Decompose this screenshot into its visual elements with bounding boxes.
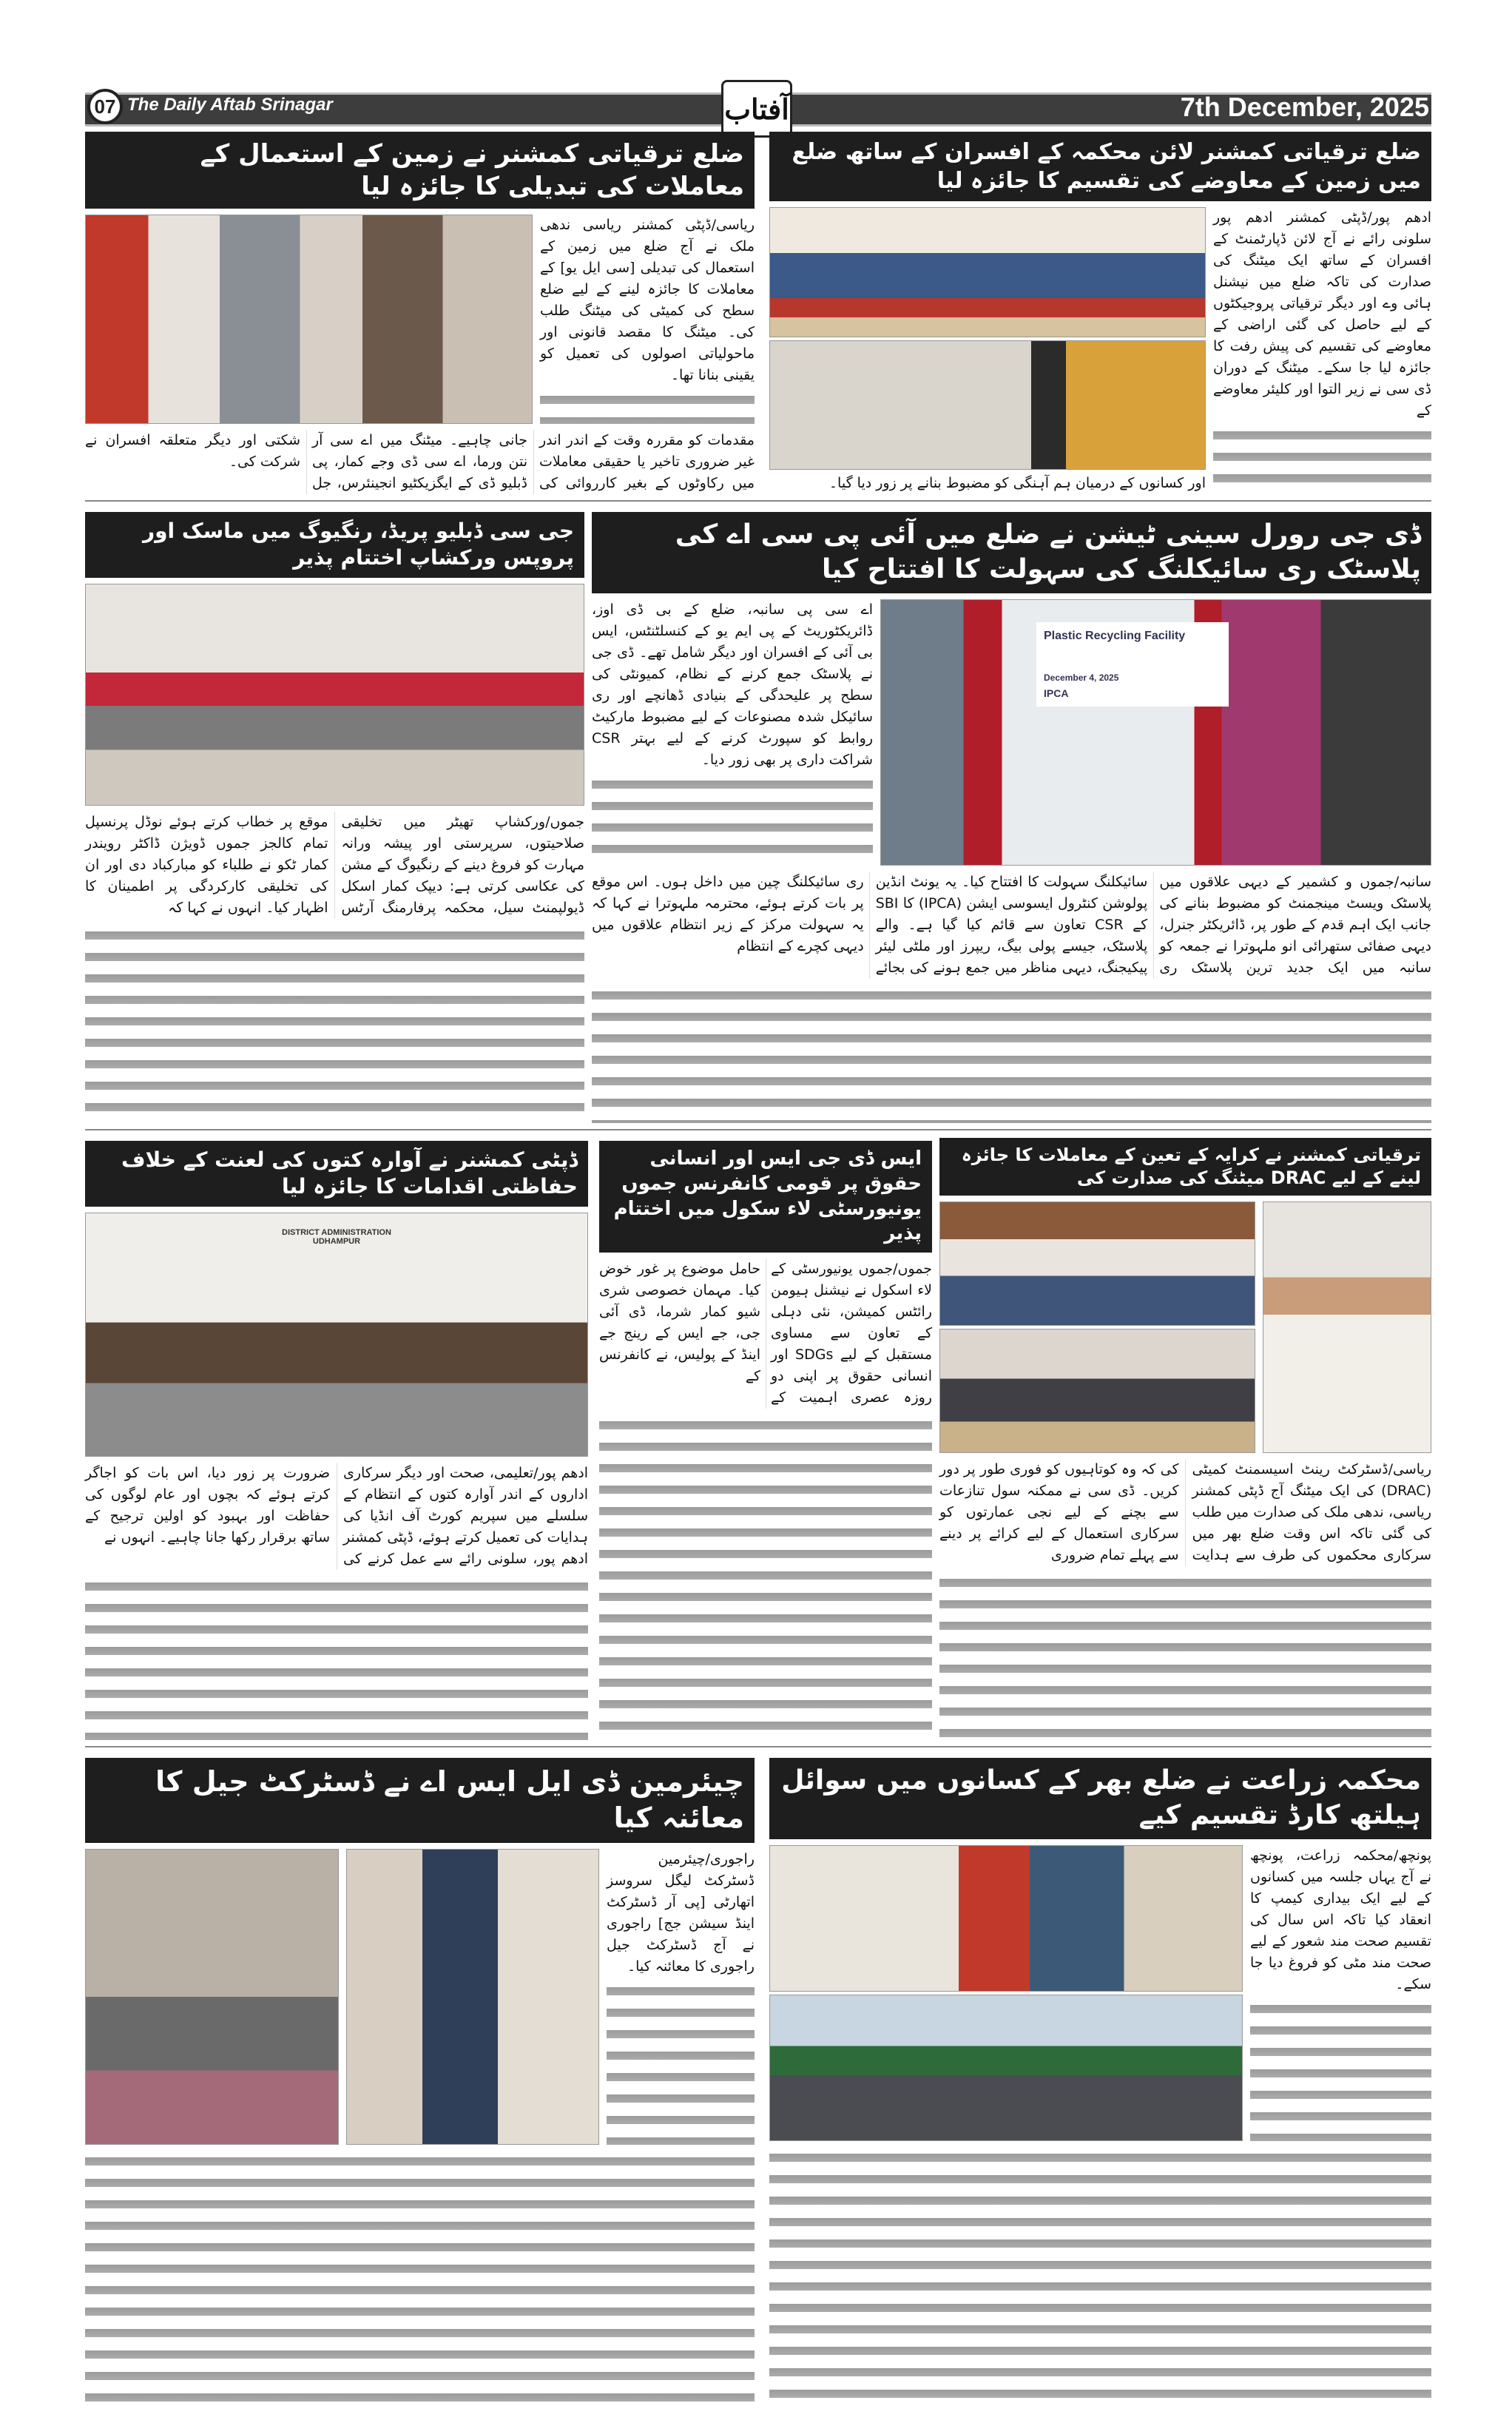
article-lead: ریاسی/ڈسٹرکٹ رینٹ اسیسمنٹ کمیٹی (DRAC) کی ایک میٹنگ آج ڈپٹی کمشنر ریاسی، ندھی ملک کی صدارت میں طلب کی گئی تاکہ اس وقت ضلع بھر میں سرکاری محکموں کی طرف سے — [1192, 1461, 1431, 1564]
article-tail: عصری اہمیت کے حامل موضوع پر غور خوض کیا۔ مہمان خصوصی شری شیو کمار شرما، ڈی آئی جی، جے ایس کے رینج جے اینڈ کے پولیس، نے کانفرنس کے — [599, 1261, 891, 1406]
article-tail: ہدایت کی کہ وہ کوتاہیوں کو فوری طور پر دور کریں۔ ڈی سی نے ممکنہ سول تنازعات سے بچنے کے لیے نجی عمارتوں کو سرکاری استعمال کے لیے کرائے پر دینے سے پہلے تمام ضروری — [939, 1461, 1229, 1564]
headline-sdg-conference: ایس ڈی جی ایس اور انسانی حقوق پر قومی کانفرنس جموں یونیورسٹی لاء سکول میں اختتام پذیر — [599, 1141, 932, 1253]
photo-soil-card-distribution-1 — [769, 1845, 1243, 1992]
headline-jail-inspection: چیئرمین ڈی ایل ایس اے نے ڈسٹرکٹ جیل کا معائنہ کیا — [85, 1758, 755, 1843]
text-filler — [599, 1415, 932, 1740]
article-plastic-recycling — [592, 512, 1431, 1123]
article-body-continued: سانبہ/جموں و کشمیر کے دیہی علاقوں میں پلاسٹک ویسٹ مینجمنٹ کو مضبوط بنانے کی جانب ایک اہم قدم کے طور پر، ڈائریکٹر جنرل، دیہی صفائی ستھرائی انو ملہوترا نے جمعہ کو سانبہ میں ایک جدید ترین پلاسٹک ری سائیکلنگ سہولت کا افتتاح کیا۔ یہ یونٹ انڈین پولوشن کنٹرول ایسوسی ایشن (IPCA) کا SBI کے CSR تعاون سے قائم کیا گیا ہے۔ والے پلاسٹک، جیسے پولی بیگ، ریپرز اور ملٹی لیئر پیکیجنگ، دیہی مناظر میں جمع ہونے کی بجائے ری سائیکلنگ چین میں داخل ہوں۔ اس موقع پر بات کرتے ہوئے، محترمہ ملہوترا نے کہا کہ یہ سہولت مرکز کے زیر انتظام علاقوں میں دیہی کچرے کے انتظام — [592, 873, 1431, 976]
headline-compensation: ضلع ترقیاتی کمشنر لائن محکمہ کے افسران کے ساتھ ضلع میں زمین کے معاوضے کی تقسیم کا جائزہ لیا — [769, 132, 1431, 201]
photo-dc-portrait — [1263, 1201, 1431, 1453]
ipca-logo: IPCA — [1044, 687, 1069, 699]
article-body — [599, 1258, 932, 1409]
article-lead: جموں/جموں یونیورسٹی کے لاء اسکول نے نیشنل ہیومن رائٹس کمیشن، نئی دہلی کے تعاون سے مساوی مستقبل کے لیے SDGs اور انسانی حقوق پر اپنی دو روزہ — [771, 1261, 933, 1406]
photo-drac-1 — [939, 1201, 1255, 1326]
article-mask-workshop — [85, 512, 584, 1123]
text-filler — [592, 985, 1431, 1123]
article-land-use — [85, 132, 755, 494]
article-jail-inspection — [85, 1758, 755, 2406]
photo-compensation-meeting-2 — [769, 340, 1206, 471]
article-tail: موقع پر خطاب کرتے ہوئے نوڈل پرنسپل تمام کالجز جموں ڈویژن ڈاکٹر رویندر کمار ٹکو نے طلباء کو مبارکباد دی اور ان کی تخلیقی کارکردگی پر اطمینان کا اظہار کیا۔ انہوں نے کہا کہ — [85, 813, 328, 916]
photo-compensation-meeting-1 — [769, 207, 1206, 337]
text-filler — [939, 1572, 1431, 1740]
article-lead: اے سی پی سانبہ، ضلع کے بی ڈی اوز، ڈائریکٹوریٹ کے پی ایم یو کے کنسلٹنٹس، ایس بی آئی کے افسران اور دیگر شامل تھے۔ ڈی جی نے پلاسٹک جمع کرنے کے نظام، کمیونٹی کی سطح پر علیحدگی کے بنیادی ڈھانچے اور ری سائیکل شدہ مصنوعات کے لیے مضبوط مارکیٹ روابط کو سپورٹ کرنے کے لیے بہتر CSR شراکت داری پر بھی زور دیا۔ — [592, 601, 873, 768]
photo-dc-meeting — [85, 1213, 588, 1457]
photo-soil-card-distribution-2 — [769, 1995, 1243, 2141]
paper-name: The Daily Aftab Srinagar — [127, 95, 333, 115]
office-sign: DISTRICT ADMINISTRATION UDHAMPUR — [282, 1227, 391, 1246]
headline-soil-health-cards: محکمہ زراعت نے ضلع بھر کے کسانوں میں سوائل ہیلتھ کارڈ تقسیم کیے — [769, 1758, 1431, 1839]
article-compensation — [769, 132, 1431, 494]
facility-date: December 4, 2025 — [1044, 672, 1119, 683]
article-lead: راجوری/چیئرمین ڈسٹرکٹ لیگل سروسز اتھارٹی [پی آر ڈسٹرکٹ اینڈ سیشن جج] راجوری نے آج ڈسٹرکٹ جیل راجوری کا معائنہ کیا۔ — [607, 1850, 755, 1975]
text-filler — [85, 925, 584, 1123]
article-body — [939, 1459, 1431, 1566]
article-lead: ریاسی/ڈپٹی کمشنر ریاسی ندھی ملک نے آج ضلع میں زمین کے استعمال کی تبدیلی [سی ایل یو] کے معاملات کا جائزہ لینے کے لیے ضلع سطح کی کمیٹی کی میٹنگ طلب کی۔ میٹنگ کا مقصد قانونی اور ماحولیاتی اصولوں کی تعمیل کو یقینی بنانا تھا۔ — [540, 217, 755, 384]
article-body-continued — [769, 2147, 1431, 2406]
issue-date: 7th December, 2025 — [1180, 92, 1429, 122]
article-soil-health-cards — [769, 1758, 1431, 2406]
section-divider — [85, 500, 1431, 502]
article-tail: سے عمل کرنے کی ضرورت پر زور دیا، اس بات کو اجاگر کرتے ہوئے کہ بچوں اور عام لوگوں کی حفاظت اور بہبود کو اولین ترجیح کے ساتھ برقرار رکھا جانا چاہیے۔ انہوں نے — [85, 1464, 453, 1567]
photo-jail-1 — [85, 1849, 339, 2145]
article-body — [540, 215, 755, 424]
section-divider — [85, 1746, 1431, 1747]
headline-land-use: ضلع ترقیاتی کمشنر نے زمین کے استعمال کے معاملات کی تبدیلی کا جائزہ لیا — [85, 132, 755, 209]
headline-stray-dogs: ڈپٹی کمشنر نے آوارہ کتوں کی لعنت کے خلاف حفاظتی اقدامات کا جائزہ لیا — [85, 1141, 588, 1207]
article-lead: پونچھ/محکمہ زراعت، پونچھ نے آج یہاں جلسہ میں کسانوں کے لیے ایک بیداری کیمپ کا انعقاد کیا تاکہ اس سال کی تقسیم صحت مند شعور کے لیے صحت مند مٹی کو فروغ دیا جا سکے۔ — [1250, 1847, 1431, 1992]
text-filler — [1250, 1998, 1431, 2141]
headline-plastic-recycling: ڈی جی رورل سینی ٹیشن نے ضلع میں آئی پی سی اے کی پلاسٹک ری سائیکلنگ کی سہولت کا افتتاح کیا — [592, 512, 1431, 593]
article-body-continued: مقدمات کو مقررہ وقت کے اندر اندر غیر ضروری تاخیر یا حقیقی معاملات میں رکاوٹوں کے بغیر کارروائی کی جانی چاہیے۔ میٹنگ میں اے سی آر نتن ورما، اے سی ڈی وجے کمار، پی ڈبلیو ڈی کے ایگزیکٹیو انجینئرس، جل شکتی اور دیگر متعلقہ افسران نے شرکت کی۔ — [85, 432, 755, 491]
headline-mask-workshop: جی سی ڈبلیو پریڈ، رنگیوگ میں ماسک اور پروپس ورکشاپ اختتام پذیر — [85, 512, 584, 578]
section-divider — [85, 1129, 1431, 1130]
article-sdg-conference — [599, 1141, 932, 1740]
text-filler — [592, 774, 873, 866]
article-lead: ادھم پور/ڈپٹی کمشنر ادھم پور سلونی رائے نے آج لائن ڈپارٹمنٹ کے افسران کے ساتھ ایک میٹنگ کی صدارت کی تاکہ ضلع میں نیشنل ہائی وے اور دیگر ترقیاتی پروجیکٹوں کے لیے حاصل کی گئی اراضی کے معاوضے کی تقسیم کی پیش رفت کا جائزہ لیا جا سکے۔ میٹنگ کے دوران ڈی سی نے زیر التوا اور کلیئر معاوضے کے — [1213, 209, 1431, 419]
page-number: 07 — [87, 89, 123, 124]
newspaper-logo: آفتاب — [721, 80, 792, 138]
article-body-continued — [85, 2151, 755, 2406]
article-body — [85, 1463, 588, 1570]
article-body — [607, 1849, 755, 2145]
photo-caption: اور کسانوں کے درمیان ہم آہنگی کو مضبوط بنانے پر زور دیا گیا۔ — [828, 475, 1206, 491]
article-body — [1213, 207, 1431, 494]
article-body — [85, 812, 584, 919]
photo-jail-2 — [346, 1849, 600, 2145]
headline-drac-meeting: ترقیاتی کمشنر نے کرایہ کے تعین کے معاملات کا جائزہ لینے کے لیے DRAC میٹنگ کی صدارت کی — [939, 1138, 1431, 1196]
article-drac-meeting — [939, 1138, 1431, 1740]
facility-sign: Plastic Recycling Facility — [1044, 629, 1186, 642]
photo-workshop — [85, 584, 584, 806]
text-filler — [1213, 425, 1431, 494]
article-stray-dogs — [85, 1141, 588, 1740]
text-filler — [540, 389, 755, 424]
photo-drac-2 — [939, 1329, 1255, 1453]
text-filler — [607, 1981, 755, 2145]
article-lead: جموں/ورکشاپ تھیٹر میں تخلیقی صلاحیتوں، سرپرستی اور پیشہ ورانہ مہارت کو فروغ دینے کے رنگیوگ کے مشن کی عکاسی کرتی ہے: دیپک کمار اسکل ڈیولپمنٹ سیل، محکمہ پرفارمنگ آرٹس — [341, 813, 584, 916]
article-body — [592, 599, 873, 866]
text-filler — [85, 1576, 588, 1740]
photo-land-use-meeting — [85, 215, 533, 424]
photo-recycling-inauguration — [880, 599, 1431, 866]
article-lead: ادھم پور/تعلیمی، صحت اور دیگر سرکاری اداروں کے اندر آوارہ کتوں کے انتظام کے سلسلے میں سپریم کورٹ آف انڈیا کی ہدایات کی تعمیل کرتے ہوئے، ڈپٹی کمشنر ادھم پور، سلونی رائے — [343, 1464, 588, 1567]
article-body — [1250, 1845, 1431, 2141]
